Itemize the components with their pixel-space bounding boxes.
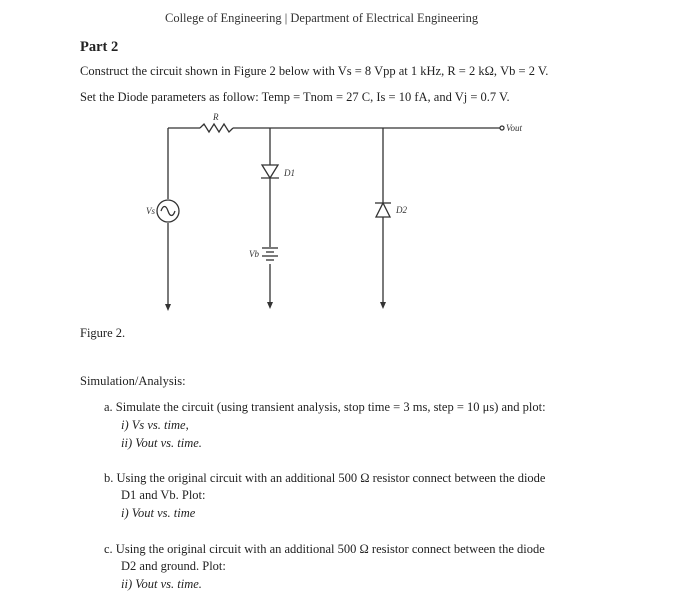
d2-label: D2 [396, 205, 407, 215]
item-b-line-1: b. Using the original circuit with an additional 500 Ω resistor connect between the diode [104, 471, 546, 485]
item-a-ii: ii) Vout vs. time. [121, 436, 202, 450]
r-label: R [213, 112, 219, 122]
item-a-i: i) Vs vs. time, [121, 418, 189, 432]
vs-label: Vs [146, 206, 155, 216]
item-c-ii: ii) Vout vs. time. [121, 577, 202, 591]
vout-label: Vout [506, 123, 523, 133]
item-b-i: i) Vout vs. time [121, 506, 196, 520]
vb-label: Vb [249, 249, 259, 259]
item-b-line-2: D1 and Vb. Plot: [121, 488, 206, 502]
d1-label: D1 [284, 168, 295, 178]
simulation-heading: Simulation/Analysis: [80, 374, 186, 388]
item-c-line-2: D2 and ground. Plot: [121, 559, 226, 573]
figure-caption: Figure 2. [80, 326, 126, 340]
page-header: College of Engineering | Department of Electrical Engineering [165, 11, 479, 25]
part-title: Part 2 [80, 39, 119, 55]
intro-line-2: Set the Diode parameters as follow: Temp = Tnom = 27 C, Is = 10 fA, and Vj = 0.7 V. [80, 90, 510, 104]
item-a: a. Simulate the circuit (using transient analysis, stop time = 3 ms, step = 10 μs) and plot: [104, 400, 546, 414]
intro-line-1: Construct the circuit shown in Figure 2 below with Vs = 8 Vpp at 1 kHz, R = 2 kΩ, Vb = 2 V. [80, 64, 549, 78]
item-c-line-1: c. Using the original circuit with an additional 500 Ω resistor connect between the diode [104, 542, 545, 556]
